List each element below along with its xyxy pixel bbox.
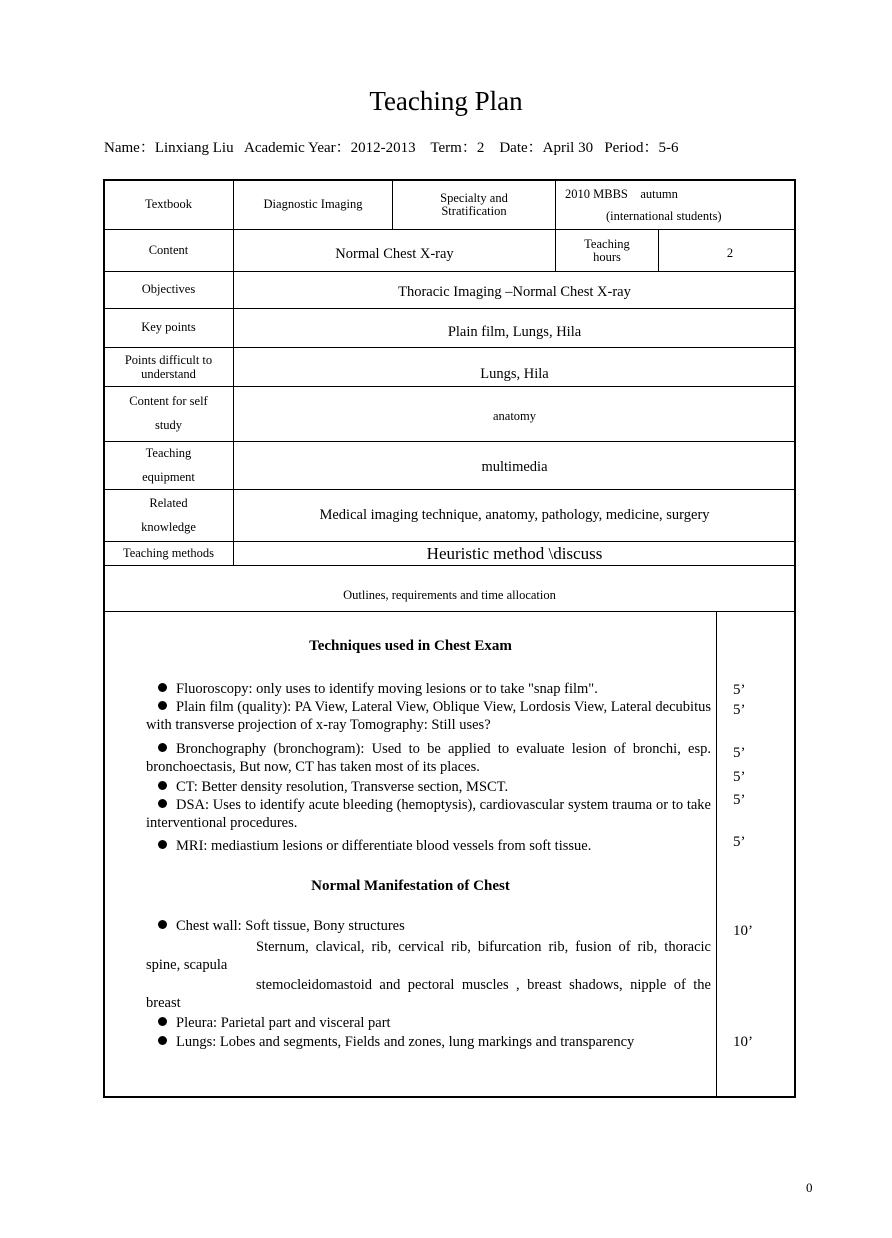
lungs-text: Lungs: Lobes and segments, Fields and zones, lung markings and transparency [176,1034,635,1050]
time-allocation: 10’ [733,923,753,939]
dsa-text: DSA: Uses to identify acute bleeding (hemoptysis), cardiovascular system trauma or to take interventional procedures. [146,797,711,831]
selfstudy-label: Content for self study [129,394,208,432]
header-meta [104,136,679,157]
date-label: Date： [499,140,543,156]
difficult-value: Lungs, Hila [480,365,549,382]
name-value: Linxiang Liu [154,140,234,156]
textbook-value: Diagnostic Imaging [263,196,363,211]
term-label: Term： [430,140,477,156]
time-allocation: 5’ [733,682,746,698]
hours-label: Teaching hours [584,237,630,264]
objectives-value: Thoracic Imaging –Normal Chest X-ray [398,283,631,300]
difficult-label: Points difficult to understand [124,352,213,381]
outlines-label: Outlines, requirements and time allocation [343,587,556,602]
name-label: Name： [104,140,155,156]
bullet-icon [158,683,167,692]
equipment-value: multimedia [481,459,548,476]
year-label: Academic Year： [244,140,351,156]
list-item-fluoroscopy [146,681,711,699]
selfstudy-value: anatomy [492,409,537,424]
manifestation-heading: Normal Manifestation of Chest [311,878,510,894]
list-item-bronchography [146,741,711,776]
bullet-icon [158,781,167,790]
bullet-icon [158,1036,167,1045]
textbook-label: Textbook [144,196,193,211]
time-allocation: 5’ [733,834,746,850]
bullet-icon [158,743,167,752]
date-value: April 30 [542,140,594,156]
techniques-heading: Techniques used in Chest Exam [309,638,512,654]
period-label: Period： [604,140,659,156]
list-item-chestwall [146,918,711,936]
term-value: 2 [476,140,485,156]
list-item-plainfilm [146,699,711,734]
list-item-ct [146,779,711,797]
equipment-label: Teaching equipment [142,445,195,484]
page-number: 0 [806,1180,813,1195]
time-allocation: 5’ [733,792,746,808]
list-item-pleura [146,1015,711,1033]
time-allocation: 5’ [733,769,746,785]
bullet-icon [158,799,167,808]
bullet-icon [158,701,167,710]
pleura-text: Pleura: Parietal part and visceral part [176,1015,391,1031]
list-item-mri [146,838,711,856]
specialty-line2: (international students) [606,209,722,223]
list-item-dsa [146,797,711,832]
mri-text: MRI: mediastium lesions or differentiate blood vessels from soft tissue. [176,838,592,854]
fluoroscopy-text: Fluoroscopy: only uses to identify moving lesions or to take "snap film". [176,681,598,697]
list-item-lungs [146,1034,711,1052]
stemo-text: stemocleidomastoid and pectoral muscles , breast shadows, nipple of the breast [146,977,711,1011]
methods-value: Heuristic method \discuss [426,543,603,563]
specialty-line1: 2010 MBBS autumn [565,187,678,201]
related-value: Medical imaging technique, anatomy, pathology, medicine, surgery [319,507,710,524]
bronchography-text: Bronchography (bronchogram): Used to be applied to evaluate lesion of bronchi, esp. bronchoectasis, But now, CT has taken most of its places. [146,741,711,775]
methods-label: Teaching methods [122,545,215,560]
period-value: 5-6 [658,140,679,156]
year-value: 2012-2013 [350,140,416,156]
hours-value: 2 [726,245,734,260]
related-label: Related knowledge [141,495,196,534]
page-title: Teaching Plan [369,86,523,116]
content-label: Content [148,242,189,257]
time-allocation: 5’ [733,702,746,718]
specialty-label: Specialty and Stratification [440,191,508,218]
ct-text: CT: Better density resolution, Transverse section, MSCT. [176,779,509,795]
chestwall-text: Chest wall: Soft tissue, Bony structures [176,918,405,934]
keypoints-label: Key points [141,320,196,335]
time-allocation: 10’ [733,1034,753,1050]
objectives-label: Objectives [141,282,196,297]
time-allocation: 5’ [733,745,746,761]
bullet-icon [158,920,167,929]
bullet-icon [158,1017,167,1026]
keypoints-value: Plain film, Lungs, Hila [447,323,582,340]
content-value: Normal Chest X-ray [335,246,454,263]
bullet-icon [158,840,167,849]
plainfilm-text: Plain film (quality): PA View, Lateral View, Oblique View, Lordosis View, Lateral decubitus with transverse projection of x-ray Tomography: Still uses? [146,699,711,733]
sternum-text: Sternum, clavical, rib, cervical rib, bifurcation rib, fusion of rib, thoracic spine, scapula [146,939,711,973]
